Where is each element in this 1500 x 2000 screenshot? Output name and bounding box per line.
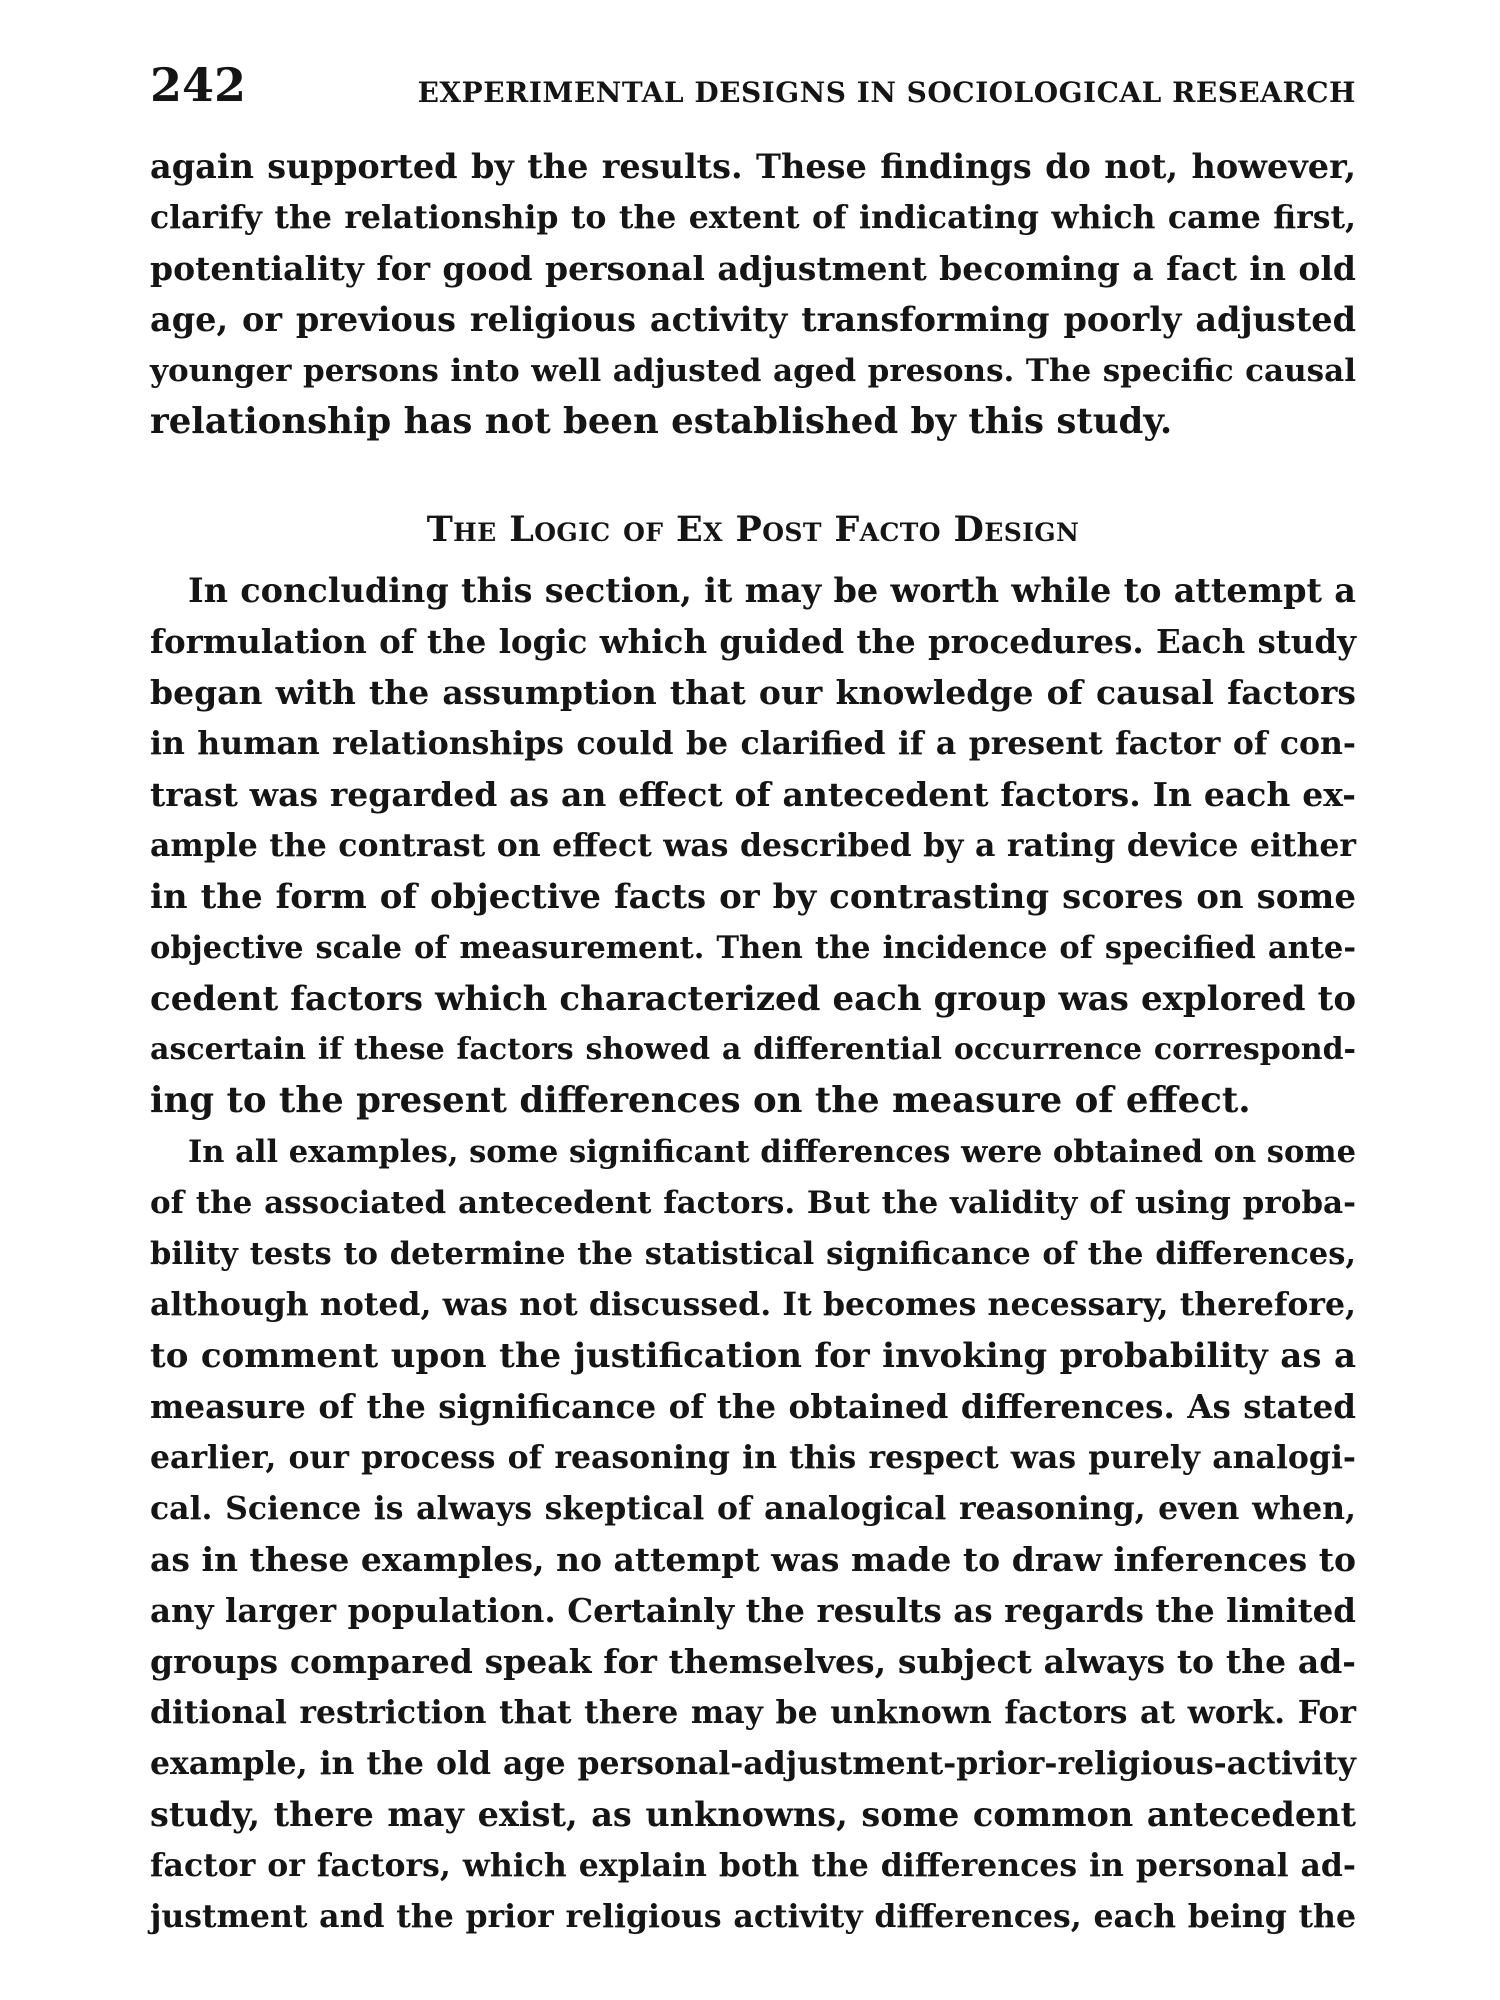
- paragraph2-line: ample the contrast on effect was described by a rating device either: [150, 827, 1356, 864]
- paragraph3-line: as in these examples, no attempt was made to draw inferences to: [150, 1540, 1356, 1579]
- paragraph2-line: ascertain if these factors showed a differential occurrence correspond-: [150, 1032, 1356, 1067]
- paragraph2-line: objective scale of measurement. Then the incidence of specified ante-: [150, 930, 1356, 966]
- paragraph3-line: In all examples, some significant differences were obtained on some: [188, 1134, 1356, 1170]
- paragraph3-line: earlier, our process of reasoning in this respect was purely analogi-: [150, 1439, 1356, 1476]
- paragraph3-line: study, there may exist, as unknowns, some common antecedent: [150, 1795, 1356, 1834]
- page-number: 242: [150, 58, 247, 112]
- paragraph2-line: in the form of objective facts or by contrasting scores on some: [150, 877, 1356, 917]
- paragraph2-line: ing to the present differences on the measure of effect.: [150, 1080, 1251, 1121]
- paragraph2-line: trast was regarded as an effect of antecedent factors. In each ex-: [150, 775, 1356, 814]
- paragraph2-line: In concluding this section, it may be worth while to attempt a: [188, 571, 1356, 610]
- paragraph3-line: ditional restriction that there may be unknown factors at work. For: [150, 1694, 1356, 1731]
- page-header: [150, 58, 1356, 118]
- paragraph3-line: groups compared speak for themselves, subject always to the ad-: [150, 1642, 1356, 1681]
- paragraph3-line: measure of the significance of the obtained differences. As stated: [150, 1387, 1356, 1426]
- paragraph1-line: age, or previous religious activity transforming poorly adjusted: [150, 300, 1356, 339]
- paragraph3-line: justment and the prior religious activity differences, each being the: [150, 1898, 1356, 1935]
- paragraph3-line: bility tests to determine the statistical significance of the differences,: [150, 1236, 1356, 1272]
- paragraph2-line: began with the assumption that our knowledge of causal factors: [150, 673, 1356, 712]
- paragraph2-line: formulation of the logic which guided the procedures. Each study: [150, 622, 1356, 661]
- paragraph1-line: relationship has not been established by this study.: [150, 401, 1173, 442]
- paragraph1-line: potentiality for good personal adjustment becoming a fact in old: [150, 249, 1356, 288]
- paragraph3-line: factor or factors, which explain both the differences in personal ad-: [150, 1847, 1356, 1884]
- paragraph1-line: again supported by the results. These findings do not, however,: [150, 147, 1356, 186]
- paragraph1-line: younger persons into well adjusted aged presons. The specific causal: [150, 353, 1356, 389]
- paragraph3-line: cal. Science is always skeptical of analogical reasoning, even when,: [150, 1490, 1356, 1527]
- paragraph3-line: any larger population. Certainly the results as regards the limited: [150, 1591, 1356, 1630]
- section-heading: The Logic of Ex Post Facto Design: [426, 509, 1080, 550]
- paragraph1-line: clarify the relationship to the extent of indicating which came first,: [150, 199, 1356, 236]
- paragraph3-line: example, in the old age personal-adjustment-prior-religious-activity: [150, 1745, 1356, 1782]
- running-head: EXPERIMENTAL DESIGNS IN SOCIOLOGICAL RESEARCH: [417, 76, 1356, 109]
- paragraph3-line: to comment upon the justification for invoking probability as a: [150, 1336, 1356, 1376]
- paragraph2-line: cedent factors which characterized each group was explored to: [150, 979, 1356, 1019]
- paragraph3-line: of the associated antecedent factors. But the validity of using proba-: [150, 1185, 1356, 1221]
- paragraph2-line: in human relationships could be clarified if a present factor of con-: [150, 725, 1356, 762]
- paragraph3-line: although noted, was not discussed. It becomes necessary, therefore,: [150, 1286, 1356, 1323]
